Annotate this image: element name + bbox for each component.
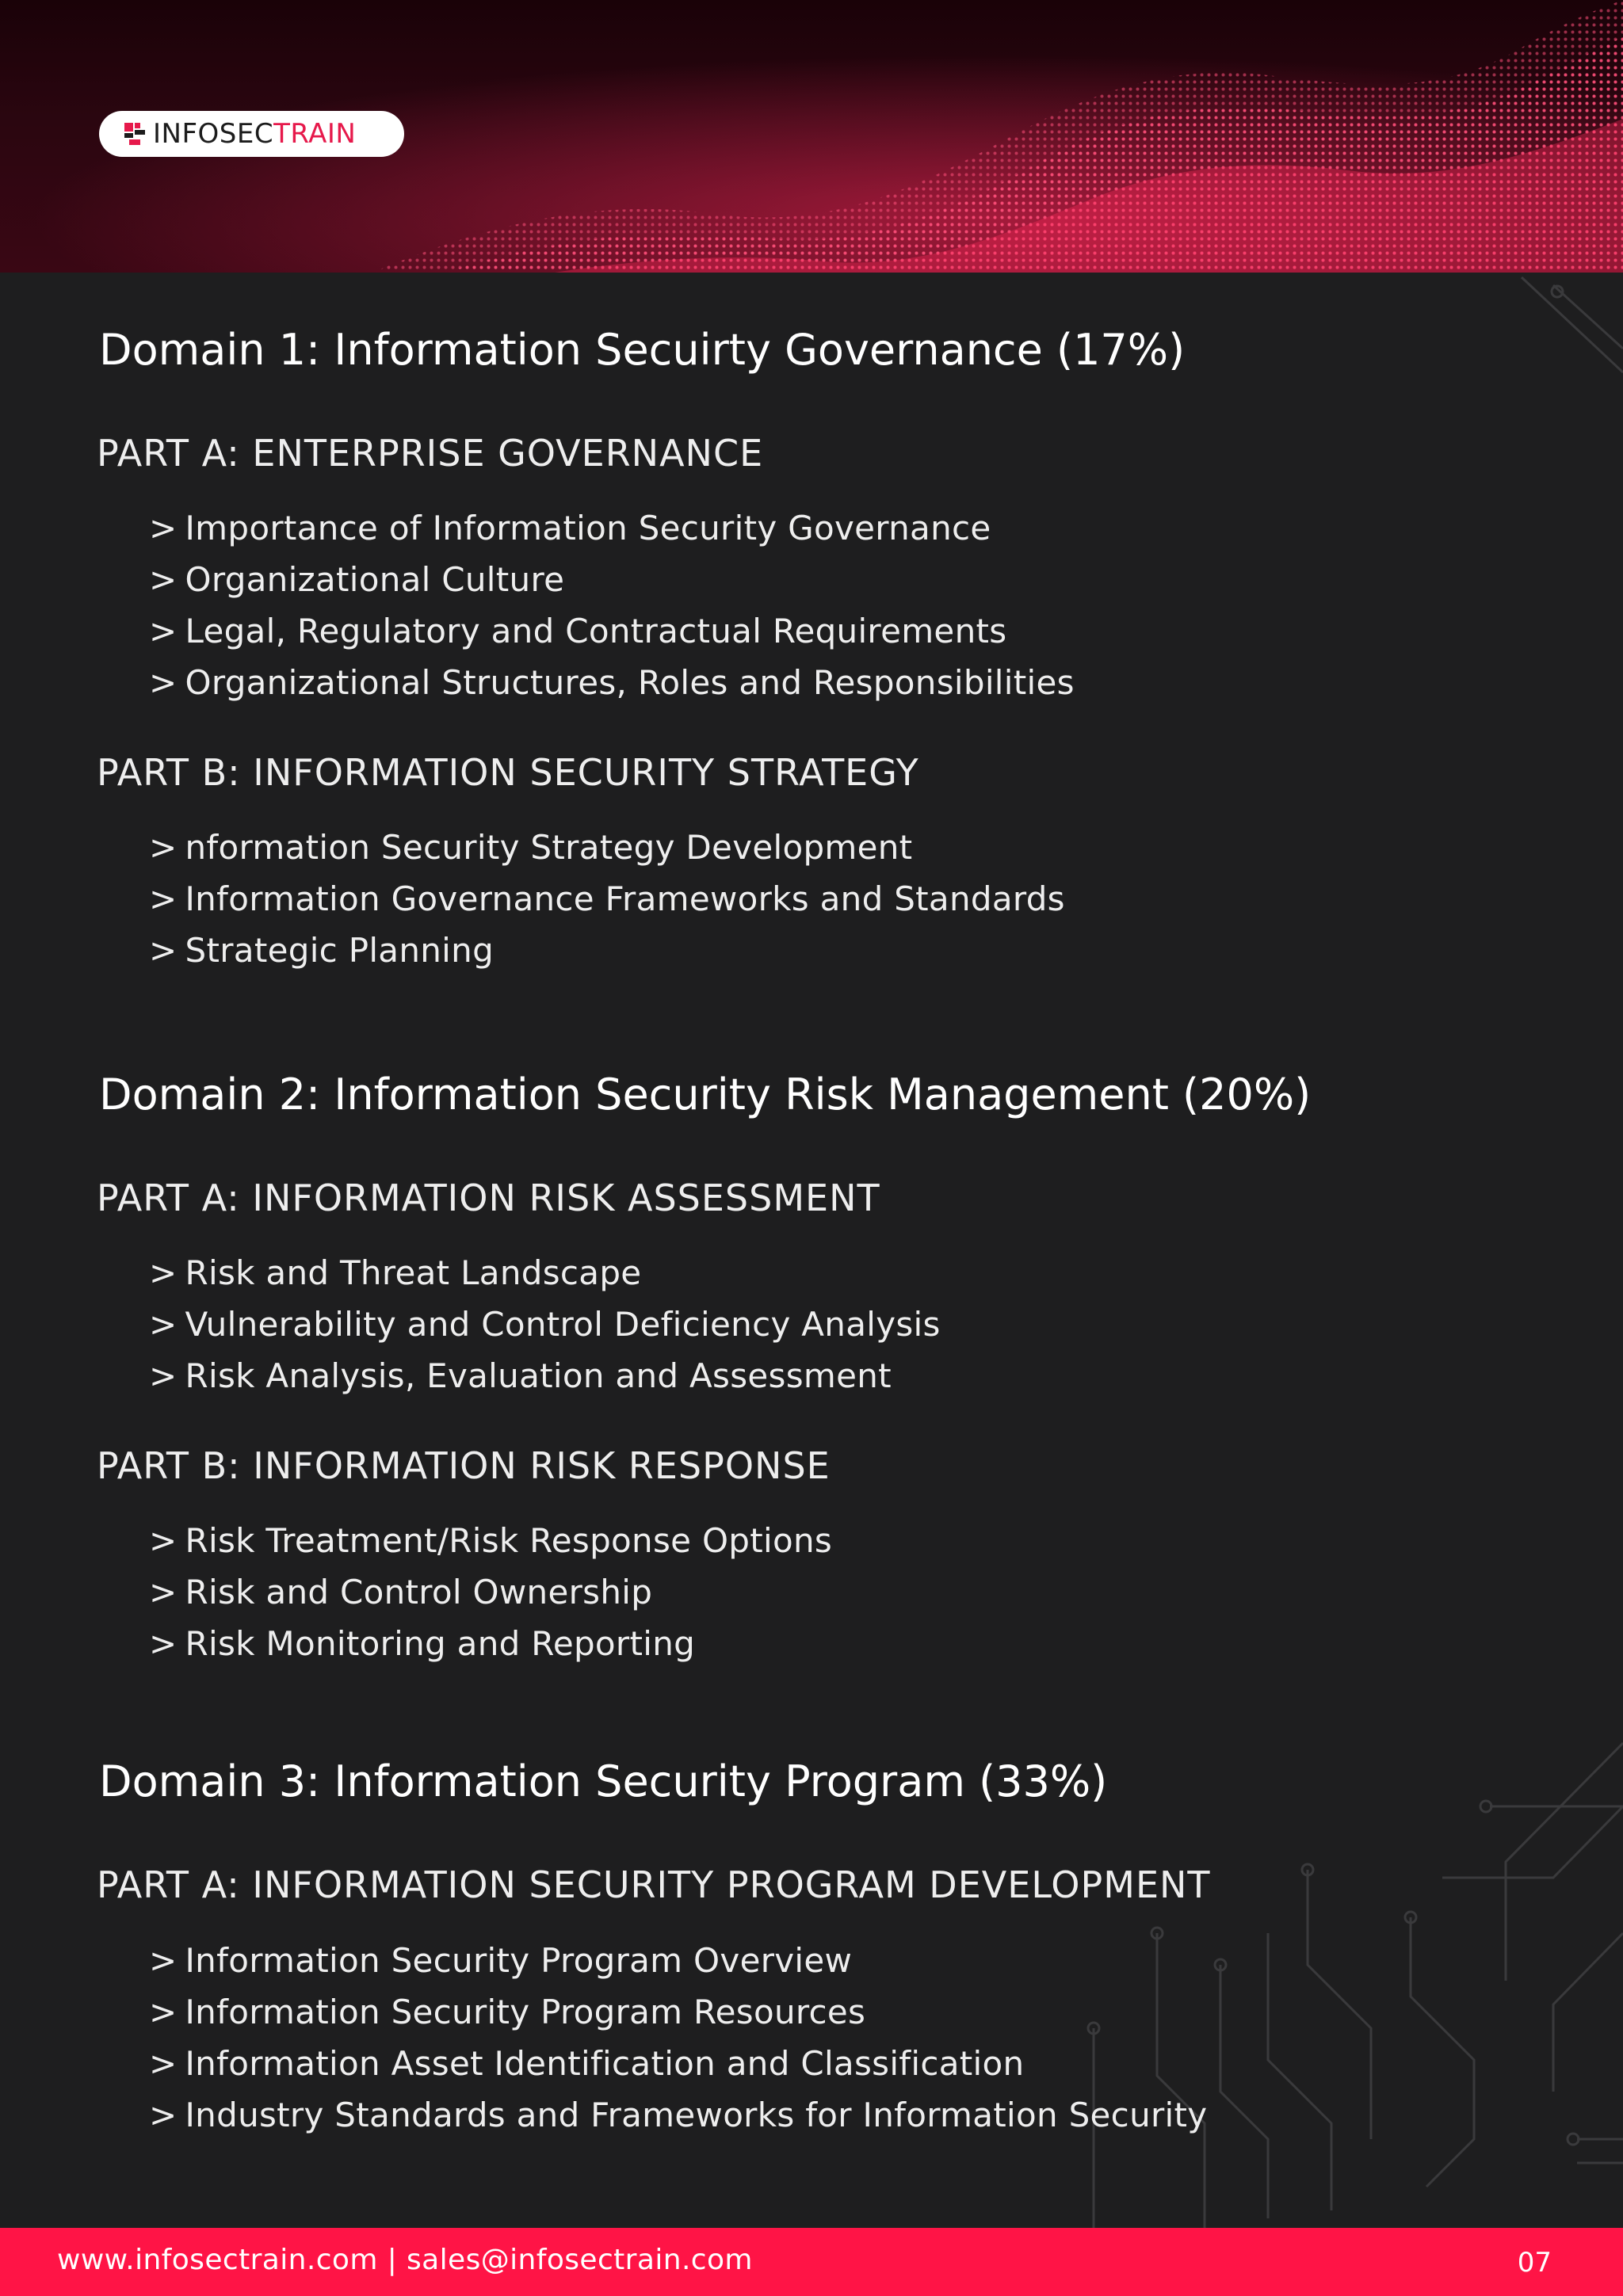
list-item: [149, 1993, 865, 2031]
footer-contact-link[interactable]: www.infosectrain.com | sales@infosectrain.com: [57, 2244, 753, 2276]
list-item: [149, 879, 1065, 918]
list-item: [149, 663, 1075, 702]
domain-3-title: Domain 3: Information Security Program (33%): [99, 1756, 1108, 1806]
brand-name-part1: INFOSEC: [153, 118, 274, 150]
domain-1-part-a-title: PART A: ENTERPRISE GOVERNANCE: [97, 432, 764, 475]
topic-label: Risk Treatment/Risk Response Options: [185, 1521, 833, 1560]
list-item: [149, 931, 494, 970]
page-number: 07: [1517, 2247, 1552, 2279]
domain-1-title: Domain 1: Information Secuirty Governance (17%): [99, 325, 1186, 375]
topic-label: Risk Analysis, Evaluation and Assessment: [185, 1356, 892, 1395]
header-banner: [0, 0, 1623, 273]
chevron-right-icon: >: [149, 1253, 178, 1292]
topic-label: nformation Security Strategy Development: [185, 828, 913, 867]
chevron-right-icon: >: [149, 1573, 178, 1611]
list-item: [149, 560, 564, 599]
domain-1-part-b-title: PART B: INFORMATION SECURITY STRATEGY: [97, 751, 919, 794]
topic-label: Industry Standards and Frameworks for Information Security: [185, 2096, 1208, 2134]
topic-label: Information Security Program Resources: [185, 1993, 866, 2031]
chevron-right-icon: >: [149, 1305, 178, 1344]
list-item: [149, 1521, 832, 1560]
list-item: [149, 612, 1006, 650]
topic-label: Information Asset Identification and Classification: [185, 2044, 1025, 2083]
brand-logo[interactable]: [99, 111, 404, 157]
chevron-right-icon: >: [149, 2044, 178, 2083]
list-item: [149, 1624, 695, 1663]
chevron-right-icon: >: [149, 1941, 178, 1980]
topic-label: Organizational Structures, Roles and Responsibilities: [185, 663, 1075, 702]
chevron-right-icon: >: [149, 2096, 178, 2134]
chevron-right-icon: >: [149, 931, 178, 970]
chevron-right-icon: >: [149, 828, 178, 867]
brand-name-part2: TRAIN: [273, 118, 357, 150]
footer-bar: [0, 2228, 1623, 2296]
chevron-right-icon: >: [149, 1993, 178, 2031]
list-item: [149, 1356, 892, 1395]
list-item: [149, 1253, 641, 1292]
domain-2-title: Domain 2: Information Security Risk Management (20%): [99, 1070, 1312, 1119]
chevron-right-icon: >: [149, 612, 178, 650]
domain-2-part-a-title: PART A: INFORMATION RISK ASSESSMENT: [97, 1177, 880, 1219]
brand-name: [153, 118, 356, 150]
topic-label: Information Security Program Overview: [185, 1941, 853, 1980]
domain-2-part-b-title: PART B: INFORMATION RISK RESPONSE: [97, 1444, 831, 1487]
list-item: [149, 1941, 852, 1980]
chevron-right-icon: >: [149, 663, 178, 702]
topic-label: Importance of Information Security Governance: [185, 509, 991, 547]
list-item: [149, 509, 991, 547]
topic-label: Risk and Control Ownership: [185, 1573, 653, 1611]
list-item: [149, 828, 912, 867]
list-item: [149, 2044, 1024, 2083]
topic-label: Risk Monitoring and Reporting: [185, 1624, 696, 1663]
chevron-right-icon: >: [149, 560, 178, 599]
topic-label: Vulnerability and Control Deficiency Analysis: [185, 1305, 941, 1344]
domain-3-part-a-title: PART A: INFORMATION SECURITY PROGRAM DEVELOPMENT: [97, 1863, 1211, 1906]
chevron-right-icon: >: [149, 509, 178, 547]
chevron-right-icon: >: [149, 879, 178, 918]
topic-label: Legal, Regulatory and Contractual Requirements: [185, 612, 1007, 650]
chevron-right-icon: >: [149, 1521, 178, 1560]
topic-label: Strategic Planning: [185, 931, 495, 970]
list-item: [149, 1573, 652, 1611]
list-item: [149, 1305, 941, 1344]
list-item: [149, 2096, 1207, 2134]
chevron-right-icon: >: [149, 1356, 178, 1395]
chevron-right-icon: >: [149, 1624, 178, 1663]
infosectrain-logo-icon: [124, 123, 145, 145]
topic-label: Information Governance Frameworks and Standards: [185, 879, 1065, 918]
topic-label: Risk and Threat Landscape: [185, 1253, 642, 1292]
topic-label: Organizational Culture: [185, 560, 565, 599]
